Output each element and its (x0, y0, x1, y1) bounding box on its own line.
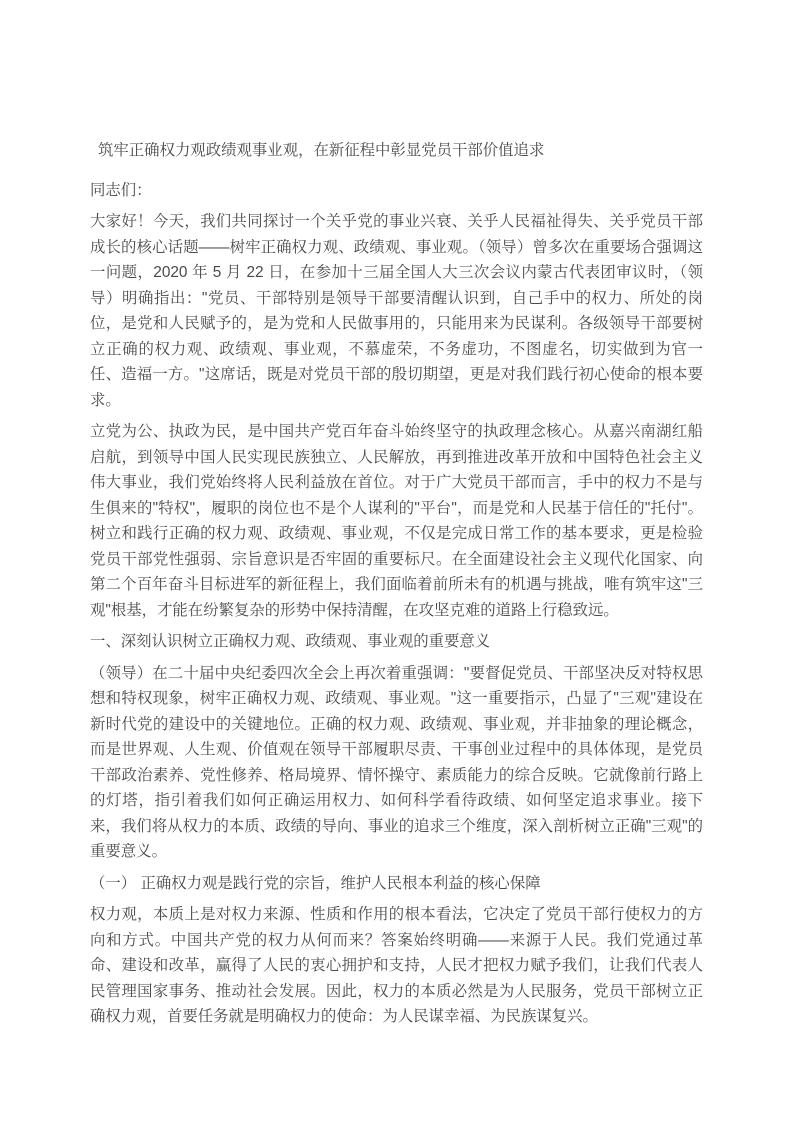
paragraph-subsection1-body: 权力观，本质上是对权力来源、性质和作用的根本看法，它决定了党员干部行使权力的方向和方式。中国共产党的权力从何而来？答案始终明确——来源于人民。我们党通过革命、建设和改革，赢得了人民的衷心拥护和支持，人民才把权力赋予我们，让我们代表人民管理国家事务、推动社会发展。因此，权力的本质必然是为人民服务，党员干部树立正确权力观，首要任务就是明确权力的使命：为人民谋幸福、为民族谋复兴。 (90, 906, 703, 1025)
paragraph-section1-body: （领导）在二十届中央纪委四次全会上再次着重强调："要督促党员、干部坚决反对特权思想和特权现象，树牢正确权力观、政绩观、事业观。"这一重要指示，凸显了"三观"建设在新时代党的建设中的关键地位。正确的权力观、政绩观、事业观，并非抽象的理论概念，而是世界观、人生观、价值观在领导干部履职尽责、干事创业过程中的具体体现，是党员干部政治素养、党性修养、格局境界、情怀操守、素质能力的综合反映。它就像前行路上的灯塔，指引着我们如何正确运用权力、如何科学看待政绩、如何坚定追求事业。接下来，我们将从权力的本质、政绩的导向、事业的追求三个维度，深入剖析树立正确"三观"的重要意义。 (90, 664, 703, 860)
salutation: 同志们： (90, 181, 152, 199)
subsection-heading-1: （一） 正确权力观是践行党的宗旨，维护人民根本利益的核心保障 (90, 874, 541, 892)
paragraph-intro: 大家好！今天，我们共同探讨一个关乎党的事业兴衰、关乎人民福祉得失、关乎党员干部成长的核心话题——树牢正确权力观、政绩观、事业观。（领导）曾多次在重要场合强调这一问题，2020 年 5 月 22 日，在参加十三届全国人大三次会议内蒙古代表团审议时，（领导）明确指出："党员、干部特别是领导干部要清醒认识到，自己手中的权力、所处的岗位，是党和人民赋予的，是为党和人民做事用的，只能用来为民谋利。各级领导干部要树立正确的权力观、政绩观、事业观，不慕虚荣，不务虚功，不图虚名，切实做到为官一任、造福一方。"这席话，既是对党员干部的殷切期望，更是对我们践行初心使命的根本要求。 (90, 213, 703, 409)
document-body (90, 138, 703, 1036)
document-title: 筑牢正确权力观政绩观事业观，在新征程中彰显党员干部价值追求 (98, 142, 545, 159)
section-heading-1: 一、深刻认识树立正确权力观、政绩观、事业观的重要意义 (90, 633, 491, 650)
paragraph-principle: 立党为公、执政为民，是中国共产党百年奋斗始终坚守的执政理念核心。从嘉兴南湖红船启航，到领导中国人民实现民族独立、人民解放，再到推进改革开放和中国特色社会主义伟大事业，我们党始终将人民利益放在首位。对于广大党员干部而言，手中的权力不是与生俱来的"特权"，履职的岗位也不是个人谋利的"平台"，而是党和人民基于信任的"托付"。树立和践行正确的权力观、政绩观、事业观，不仅是完成日常工作的基本要求，更是检验党员干部党性强弱、宗旨意识是否牢固的重要标尺。在全面建设社会主义现代化国家、向第二个百年奋斗目标进军的新征程上，我们面临着前所未有的机遇与挑战，唯有筑牢这"三观"根基，才能在纷繁复杂的形势中保持清醒，在攻坚克难的道路上行稳致远。 (90, 423, 703, 619)
